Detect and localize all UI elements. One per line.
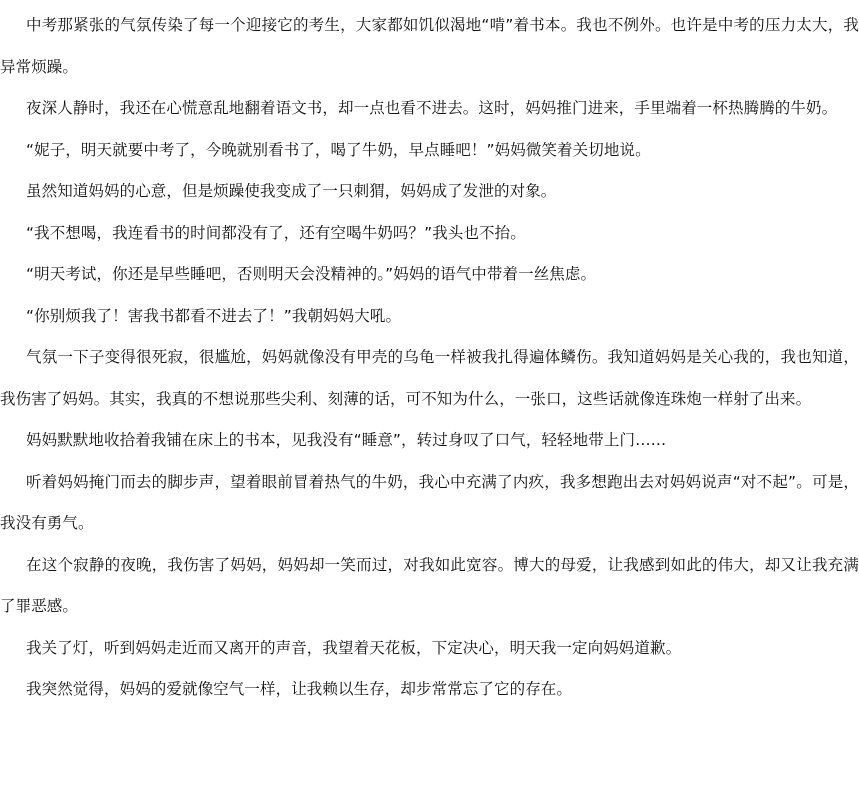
- paragraph-11: 在这个寂静的夜晚，我伤害了妈妈，妈妈却一笑而过，对我如此宽容。博大的母爱，让我感到如此的伟大，却又让我充满了罪恶感。: [0, 555, 859, 615]
- paragraph-12: 我关了灯，听到妈妈走近而又离开的声音，我望着天花板，下定决心，明天我一定向妈妈道歉。: [26, 638, 682, 657]
- paragraph-2: 夜深人静时，我还在心慌意乱地翻着语文书，却一点也看不进去。这时，妈妈推门进来，手里端着一杯热腾腾的牛奶。: [26, 99, 838, 117]
- paragraph-13: 我突然觉得，妈妈的爱就像空气一样，让我赖以生存，却步常常忘了它的存在。: [26, 680, 573, 698]
- paragraph-6: “明天考试，你还是早些睡吧，否则明天会没精神的。”妈妈的语气中带着一丝焦虑。: [26, 265, 597, 283]
- paragraph-9: 妈妈默默地收拾着我铺在床上的书本，见我没有“睡意”，转过身叹了口气，轻轻地带上门……: [26, 431, 667, 449]
- paragraph-4: 虽然知道妈妈的心意，但是烦躁使我变成了一只刺猬，妈妈成了发泄的对象。: [26, 182, 557, 200]
- paragraph-5: “我不想喝，我连看书的时间都没有了，还有空喝牛奶吗？”我头也不抬。: [26, 223, 526, 242]
- paragraph-10: 听着妈妈掩门而去的脚步声，望着眼前冒着热气的牛奶，我心中充满了内疚，我多想跑出去对妈妈说声“对不起”。可是，我没有勇气。: [0, 472, 859, 532]
- paragraph-1: 中考那紧张的气氛传染了每一个迎接它的考生，大家都如饥似渴地“啃”着书本。我也不例外。也许是中考的压力太大，我异常烦躁。: [0, 16, 859, 76]
- paragraph-7: “你别烦我了！害我书都看不进去了！”我朝妈妈大吼。: [26, 306, 402, 325]
- paragraph-8: 气氛一下子变得很死寂，很尴尬，妈妈就像没有甲壳的乌龟一样被我扎得遍体鳞伤。我知道妈妈是关心我的，我也知道，我伤害了妈妈。其实，我真的不想说那些尖利、刻薄的话，可不知为什么，一张口，这些话就像连珠炮一样射了出来。: [0, 348, 859, 408]
- paragraph-3: “妮子，明天就要中考了，今晚就别看书了，喝了牛奶，早点睡吧！”妈妈微笑着关切地说。: [26, 140, 651, 159]
